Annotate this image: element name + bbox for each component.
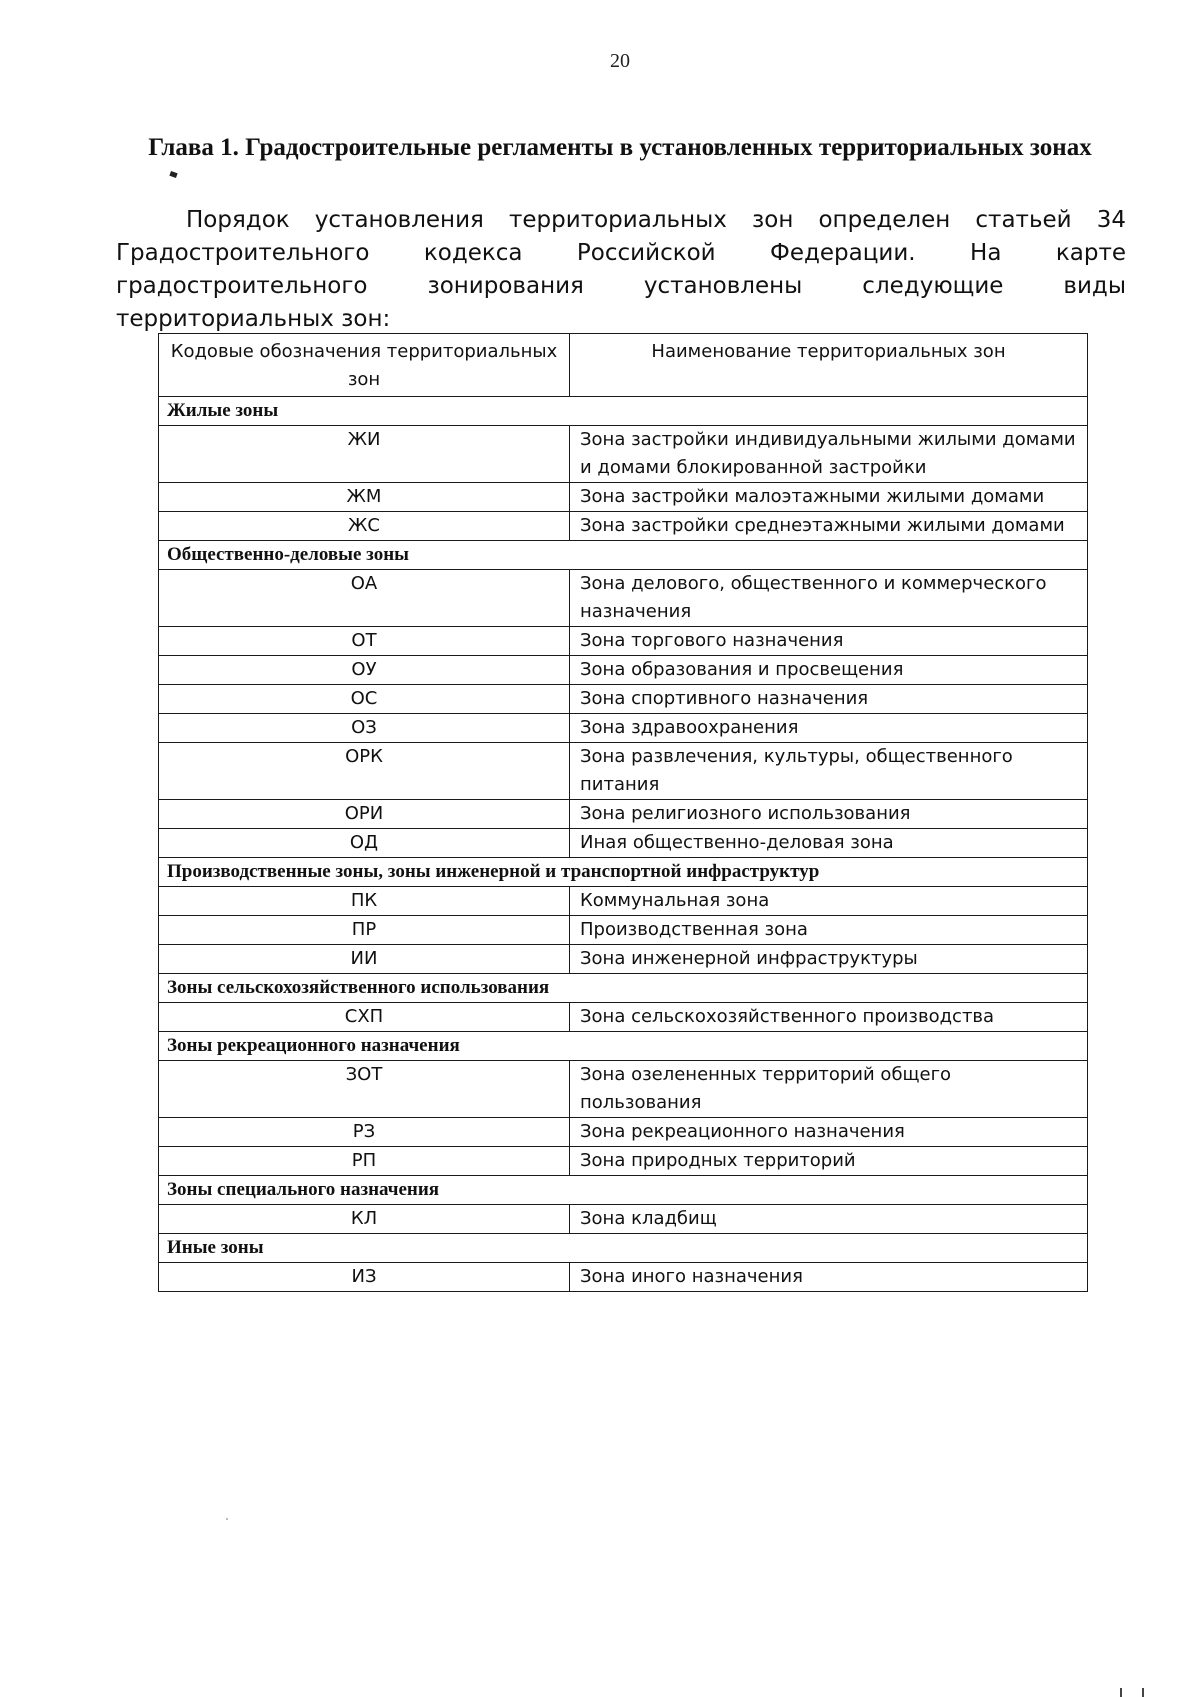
group-title: Зоны сельскохозяйственного использования bbox=[159, 974, 1088, 1003]
table-header-row bbox=[159, 334, 1088, 397]
table-row bbox=[159, 800, 1088, 829]
zone-code: ОД bbox=[159, 829, 570, 858]
table-row bbox=[159, 1147, 1088, 1176]
zone-name: Зона застройки среднеэтажными жилыми домами bbox=[570, 512, 1088, 541]
zone-name: Зона здравоохранения bbox=[570, 714, 1088, 743]
table-row bbox=[159, 483, 1088, 512]
zone-name: Иная общественно-деловая зона bbox=[570, 829, 1088, 858]
zones-table-body bbox=[159, 397, 1088, 1292]
zone-name: Зона иного назначения bbox=[570, 1263, 1088, 1292]
zone-name: Зона торгового назначения bbox=[570, 627, 1088, 656]
chapter-title: Глава 1. Градостроительные регламенты в установленных территориальных зонах bbox=[148, 134, 1092, 161]
group-row bbox=[159, 1234, 1088, 1263]
zone-code: ОС bbox=[159, 685, 570, 714]
header-name: Наименование территориальных зон bbox=[570, 334, 1088, 397]
zone-code: ИЗ bbox=[159, 1263, 570, 1292]
table-row bbox=[159, 426, 1088, 483]
intro-paragraph: Порядок установления территориальных зон определен статьей 34 Градостроительного кодекса Российской Федерации. На карте градостроительного зонирования установлены следующие виды территориальных зон: bbox=[116, 207, 1126, 332]
zone-code: КЛ bbox=[159, 1205, 570, 1234]
zone-code: ОРИ bbox=[159, 800, 570, 829]
group-row bbox=[159, 1032, 1088, 1061]
table-row bbox=[159, 1205, 1088, 1234]
table-row bbox=[159, 627, 1088, 656]
zone-name: Производственная зона bbox=[570, 916, 1088, 945]
scan-mark bbox=[1142, 1688, 1144, 1697]
table-row bbox=[159, 887, 1088, 916]
zone-code: ОУ bbox=[159, 656, 570, 685]
group-title: Зоны рекреационного назначения bbox=[159, 1032, 1088, 1061]
zone-name: Зона религиозного использования bbox=[570, 800, 1088, 829]
zone-code: ЖМ bbox=[159, 483, 570, 512]
zone-name: Зона развлечения, культуры, общественного питания bbox=[570, 743, 1088, 800]
zone-code: РЗ bbox=[159, 1118, 570, 1147]
scan-mark bbox=[226, 1518, 228, 1520]
zone-code: ОТ bbox=[159, 627, 570, 656]
zone-code: ЗОТ bbox=[159, 1061, 570, 1118]
zone-name: Зона озелененных территорий общего пользования bbox=[570, 1061, 1088, 1118]
scan-mark bbox=[1120, 1688, 1122, 1697]
table-row bbox=[159, 1003, 1088, 1032]
zone-code: ЖИ bbox=[159, 426, 570, 483]
table-row bbox=[159, 1118, 1088, 1147]
zones-table bbox=[158, 333, 1088, 1292]
table-row bbox=[159, 714, 1088, 743]
zone-code: СХП bbox=[159, 1003, 570, 1032]
table-row bbox=[159, 512, 1088, 541]
group-title: Производственные зоны, зоны инженерной и транспортной инфраструктур bbox=[159, 858, 1088, 887]
table-row bbox=[159, 656, 1088, 685]
zone-name: Зона рекреационного назначения bbox=[570, 1118, 1088, 1147]
group-row bbox=[159, 1176, 1088, 1205]
zone-name: Зона застройки индивидуальными жилыми домами и домами блокированной застройки bbox=[570, 426, 1088, 483]
table-row bbox=[159, 685, 1088, 714]
group-title: Иные зоны bbox=[159, 1234, 1088, 1263]
zone-name: Зона природных территорий bbox=[570, 1147, 1088, 1176]
table-row bbox=[159, 743, 1088, 800]
group-row bbox=[159, 397, 1088, 426]
zone-code: РП bbox=[159, 1147, 570, 1176]
table-row bbox=[159, 916, 1088, 945]
header-code: Кодовые обозначения территориальных зон bbox=[159, 334, 570, 397]
table-row bbox=[159, 1263, 1088, 1292]
zone-name: Зона спортивного назначения bbox=[570, 685, 1088, 714]
group-row bbox=[159, 541, 1088, 570]
zone-name: Коммунальная зона bbox=[570, 887, 1088, 916]
group-title: Жилые зоны bbox=[159, 397, 1088, 426]
group-title: Зоны специального назначения bbox=[159, 1176, 1088, 1205]
zone-code: ОА bbox=[159, 570, 570, 627]
zone-code: ОЗ bbox=[159, 714, 570, 743]
table-row bbox=[159, 829, 1088, 858]
table-row bbox=[159, 945, 1088, 974]
group-row bbox=[159, 974, 1088, 1003]
zone-code: ИИ bbox=[159, 945, 570, 974]
zone-name: Зона сельскохозяйственного производства bbox=[570, 1003, 1088, 1032]
zone-code: ОРК bbox=[159, 743, 570, 800]
group-title: Общественно-деловые зоны bbox=[159, 541, 1088, 570]
table-row bbox=[159, 1061, 1088, 1118]
zone-code: ЖС bbox=[159, 512, 570, 541]
zone-name: Зона застройки малоэтажными жилыми домами bbox=[570, 483, 1088, 512]
zone-code: ПК bbox=[159, 887, 570, 916]
zone-name: Зона образования и просвещения bbox=[570, 656, 1088, 685]
table-row bbox=[159, 570, 1088, 627]
zone-name: Зона делового, общественного и коммерческого назначения bbox=[570, 570, 1088, 627]
zone-name: Зона кладбищ bbox=[570, 1205, 1088, 1234]
group-row bbox=[159, 858, 1088, 887]
page-number: 20 bbox=[610, 50, 630, 72]
zone-code: ПР bbox=[159, 916, 570, 945]
zone-name: Зона инженерной инфраструктуры bbox=[570, 945, 1088, 974]
scan-mark bbox=[169, 171, 177, 178]
